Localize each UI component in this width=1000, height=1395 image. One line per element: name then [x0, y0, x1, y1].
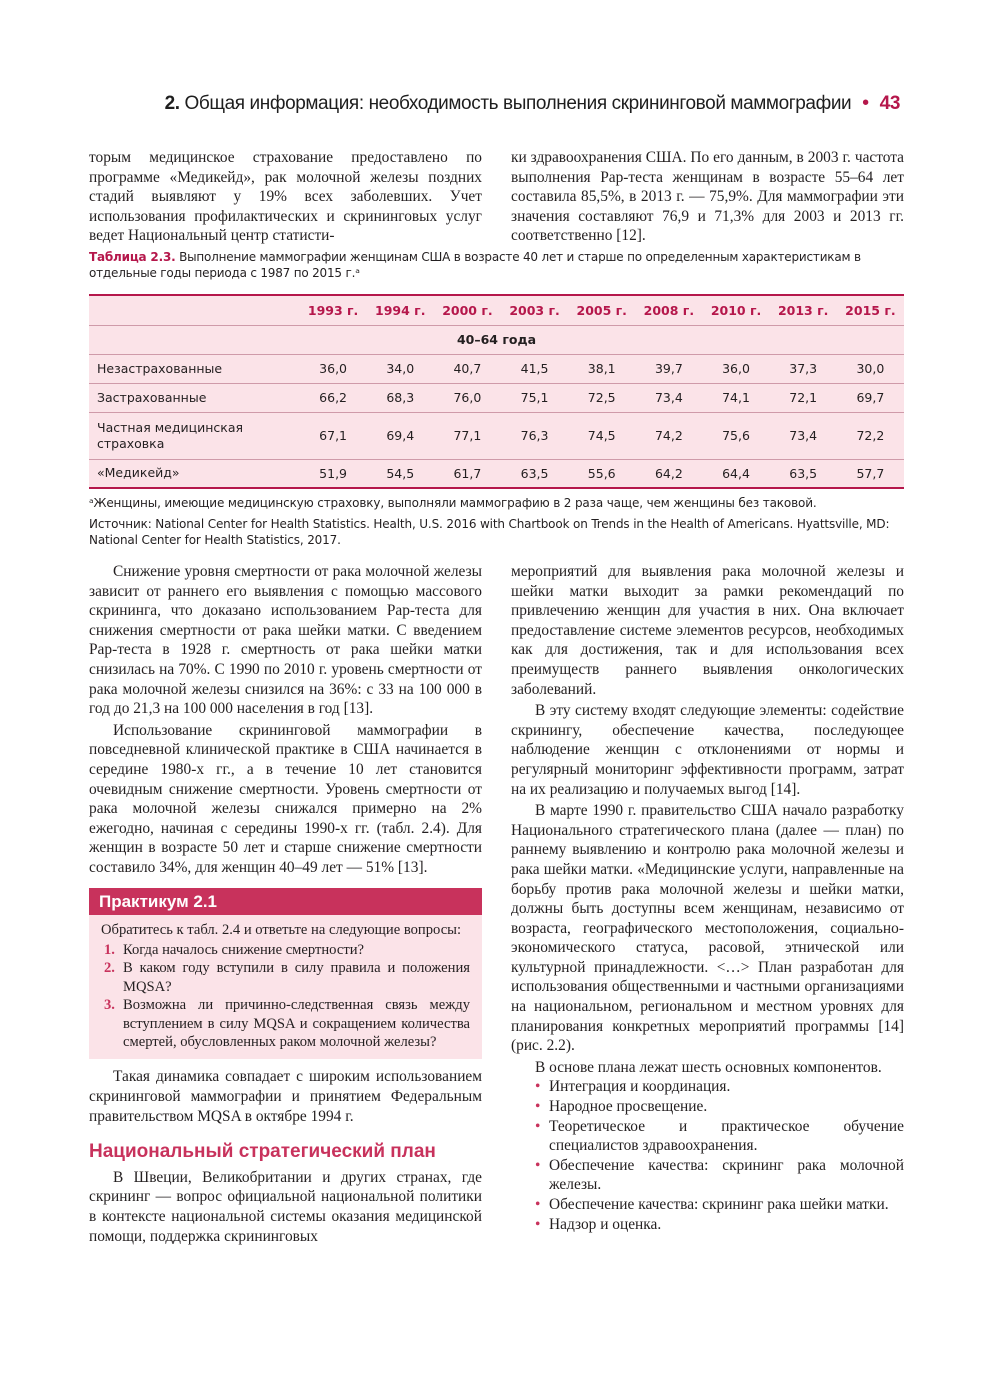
practicum-question [101, 996, 470, 1051]
table-cell: 54,5 [367, 459, 434, 488]
practicum-body [89, 915, 482, 1060]
section-heading: Национальный стратегический план [89, 1141, 436, 1163]
list-bullet: • [535, 1156, 541, 1174]
list-bullet: • [535, 1098, 541, 1116]
running-header [80, 92, 900, 115]
table-source: Источник: National Center for Health Statistics. Health, U.S. 2016 with Chartbook on Trends in the Health of Americans. Hyattsville, MD: National Center for Health Statistics, 2017. [89, 517, 890, 547]
list-bullet: • [535, 1117, 541, 1135]
question-number: 2. [104, 960, 115, 977]
table-header-year: 2013 г. [770, 295, 837, 325]
list-bullet: • [535, 1196, 541, 1213]
page-number: 43 [879, 93, 900, 114]
list-item [535, 1117, 904, 1156]
table-row [89, 383, 904, 412]
practicum-intro: Обратитесь к табл. 2.4 и ответьте на следующие вопросы: [101, 921, 462, 938]
table-row-label: Застрахованные [89, 383, 300, 412]
table-cell: 66,2 [300, 383, 367, 412]
table-group-label: 40–64 года [89, 325, 904, 354]
table-header-blank [89, 295, 300, 325]
table-header-year: 2005 г. [568, 295, 635, 325]
table-cell: 63,5 [501, 459, 568, 488]
practicum-question [101, 941, 470, 959]
body-paragraph: Такая динамика совпадает с широким использованием скрининговой маммографии и принятием Федеральным правительством MQSA в октябре 1994 г. [89, 1068, 482, 1125]
table-caption-label: Таблица 2.3. [89, 250, 176, 264]
list-item-text: Народное просвещение. [549, 1098, 708, 1116]
chapter-title: Общая информация: необходимость выполнения скрининговой маммографии [184, 93, 852, 114]
table-cell: 72,5 [568, 383, 635, 412]
table-cell: 57,7 [837, 459, 904, 488]
table-cell: 61,7 [434, 459, 501, 488]
table-cell: 75,1 [501, 383, 568, 412]
table-header-year: 2015 г. [837, 295, 904, 325]
table-cell: 63,5 [770, 459, 837, 488]
practicum-box [89, 888, 482, 1060]
body-paragraph: В Швеции, Великобритании и других странах, где скрининг — вопрос официальной национальной политики в контексте национальной системы оказания медицинской помощи, поддержка скрининговых [89, 1168, 482, 1245]
table-cell: 73,4 [635, 383, 702, 412]
table-cell: 77,1 [434, 412, 501, 459]
question-number: 1. [104, 941, 115, 958]
table-cell: 39,7 [635, 354, 702, 383]
table-cell: 38,1 [568, 354, 635, 383]
table-caption [89, 249, 909, 281]
table-group-row [89, 325, 904, 354]
body-paragraph: В основе плана лежат шесть основных компонентов. [535, 1058, 882, 1076]
list-item-text: Обеспечение качества: скрининг рака молочной железы. [549, 1156, 904, 1194]
chapter-number: 2. [164, 93, 180, 114]
practicum-title: Практикум 2.1 [89, 888, 482, 915]
top-right-paragraph: ки здравоохранения США. По его данным, в 2003 г. частота выполнения Pap-теста женщинам в возрасте 55–64 лет составила 85,5%, в 2013 г. — 75,9%. Для маммографии эти значения составляют 76,9 и 71,3% для 2003 и 2013 гг. соответственно [12]. [511, 149, 904, 245]
table-cell: 72,2 [837, 412, 904, 459]
top-left-column [89, 148, 482, 246]
list-item-text: Обеспечение качества: скрининг рака шейки матки. [549, 1196, 889, 1213]
list-item-text: Теоретическое и практическое обучение специалистов здравоохранения. [549, 1117, 904, 1155]
left-column [89, 562, 482, 1246]
practicum-questions [101, 941, 470, 1051]
question-text: Возможна ли причинно-следственная связь между вступлением в силу MQSA и сокращением количества смертей, обусловленных раком молочной железы? [123, 997, 470, 1050]
table-caption-text: Выполнение маммографии женщинам США в возрасте 40 лет и старше по определенным характеристикам в отдельные годы периода с 1987 по 2015 г.ᵃ [89, 250, 861, 280]
list-item-text: Интеграция и координация. [549, 1078, 731, 1096]
list-item-text: Надзор и оценка. [549, 1215, 662, 1233]
table-header-year: 1993 г. [300, 295, 367, 325]
table-cell: 74,1 [702, 383, 769, 412]
table-cell: 69,7 [837, 383, 904, 412]
components-list [535, 1077, 904, 1234]
list-item [535, 1215, 904, 1235]
right-column [511, 562, 904, 1234]
table-header-year: 2000 г. [434, 295, 501, 325]
table-row-label: Незастрахованные [89, 354, 300, 383]
table-cell: 40,7 [434, 354, 501, 383]
table-cell: 74,5 [568, 412, 635, 459]
table-footnote: ᵃЖенщины, имеющие медицинскую страховку, выполняли маммографию в 2 раза чаще, чем женщины без таковой. [89, 496, 817, 510]
table-row [89, 354, 904, 383]
table-header-row [89, 295, 904, 325]
table-cell: 34,0 [367, 354, 434, 383]
table-row-label: «Медикейд» [89, 459, 300, 488]
body-paragraph: мероприятий для выявления рака молочной железы и шейки матки выходит за рамки рекомендаций по привлечению женщин для участия в них. Она включает предоставление системе элементов ресурсов, необходимых как для достижения, так и для использования всех преимуществ раннего выявления онкологических заболеваний. [511, 563, 904, 698]
table-cell: 55,6 [568, 459, 635, 488]
list-item [535, 1195, 904, 1215]
list-item [535, 1097, 904, 1117]
table-cell: 68,3 [367, 383, 434, 412]
table-cell: 64,2 [635, 459, 702, 488]
table-header-year: 2008 г. [635, 295, 702, 325]
question-number: 3. [104, 997, 115, 1014]
table-cell: 41,5 [501, 354, 568, 383]
practicum-question [101, 959, 470, 996]
list-item [535, 1156, 904, 1195]
table-header-year: 2003 г. [501, 295, 568, 325]
top-left-paragraph: торым медицинское страхование предоставлено по программе «Медикейд», рак молочной железы поздних стадий выявляют у 19% всех заболевших. Учет использования профилактических и скрининговых услуг ведет Национальный центр статисти- [89, 149, 482, 245]
table-cell: 30,0 [837, 354, 904, 383]
list-item [535, 1077, 904, 1097]
table-cell: 73,4 [770, 412, 837, 459]
table-cell: 74,2 [635, 412, 702, 459]
table-row [89, 459, 904, 488]
table-cell: 75,6 [702, 412, 769, 459]
table-header-year: 2010 г. [702, 295, 769, 325]
table-row-label: Частная медицинская страховка [89, 412, 300, 459]
header-bullet: • [862, 92, 869, 114]
table-header-year: 1994 г. [367, 295, 434, 325]
table-cell: 37,3 [770, 354, 837, 383]
table-cell: 76,3 [501, 412, 568, 459]
body-paragraph: Снижение уровня смертности от рака молочной железы зависит от раннего его выявления с помощью массового скрининга, что доказано использованием Pap-теста для снижения смертности от рака шейки матки. С введением Pap-теста в 1928 г. смертность от рака шейки матки снизилась на 70%. С 1990 по 2010 г. уровень смертности от рака молочной железы снизился на 36%: с 33 на 100 000 в год до 21,3 на 100 000 населения в год [13]. [89, 563, 482, 718]
body-paragraph: Использование скрининговой маммографии в повседневной клинической практике в США начинается в середине 1980-х гг., а в течение 10 лет становится очевидным снижение смертности. Уровень смертности от рака молочной железы снижался примерно на 2% ежегодно, начиная с середины 1990-х гг. (табл. 2.4). Для женщин в возрасте 50 лет и старше снижение смертности составило 34%, для женщин 40–49 лет — 51% [13]. [89, 721, 482, 876]
table-cell: 69,4 [367, 412, 434, 459]
question-text: В каком году вступили в силу правила и положения MQSA? [123, 960, 470, 995]
table-row [89, 412, 904, 459]
table-cell: 36,0 [702, 354, 769, 383]
table-cell: 36,0 [300, 354, 367, 383]
table-cell: 51,9 [300, 459, 367, 488]
table-cell: 76,0 [434, 383, 501, 412]
table-cell: 72,1 [770, 383, 837, 412]
top-right-column [511, 148, 904, 246]
mammography-table [89, 294, 904, 489]
question-text: Когда началось снижение смертности? [123, 941, 364, 958]
body-paragraph: В эту систему входят следующие элементы: содействие скринингу, обеспечение качества, последующее наблюдение женщин с отклонениями от нормы и регулярный мониторинг эффективности программ, затрат на их реализацию и получаемых выгод [14]. [511, 702, 904, 798]
list-bullet: • [535, 1215, 541, 1233]
body-paragraph: В марте 1990 г. правительство США начало разработку Национального стратегического плана (далее — план) по раннему выявлению и контролю рака молочной железы и рака шейки матки. «Медицинские услуги, направленные на борьбу против рака молочной железы и шейки матки, должны быть доступны всем женщинам, независимо от возраста, географического местоположения, социально-экономического статуса, расовой, этнической или культурной принадлежности. <…> План разработан для использования общественными и частными организациями на национальном, региональном и местном уровнях для планирования конкретных мероприятий программы [14] (рис. 2.2). [511, 802, 904, 1055]
table-cell: 67,1 [300, 412, 367, 459]
table-cell: 64,4 [702, 459, 769, 488]
list-bullet: • [535, 1078, 541, 1096]
